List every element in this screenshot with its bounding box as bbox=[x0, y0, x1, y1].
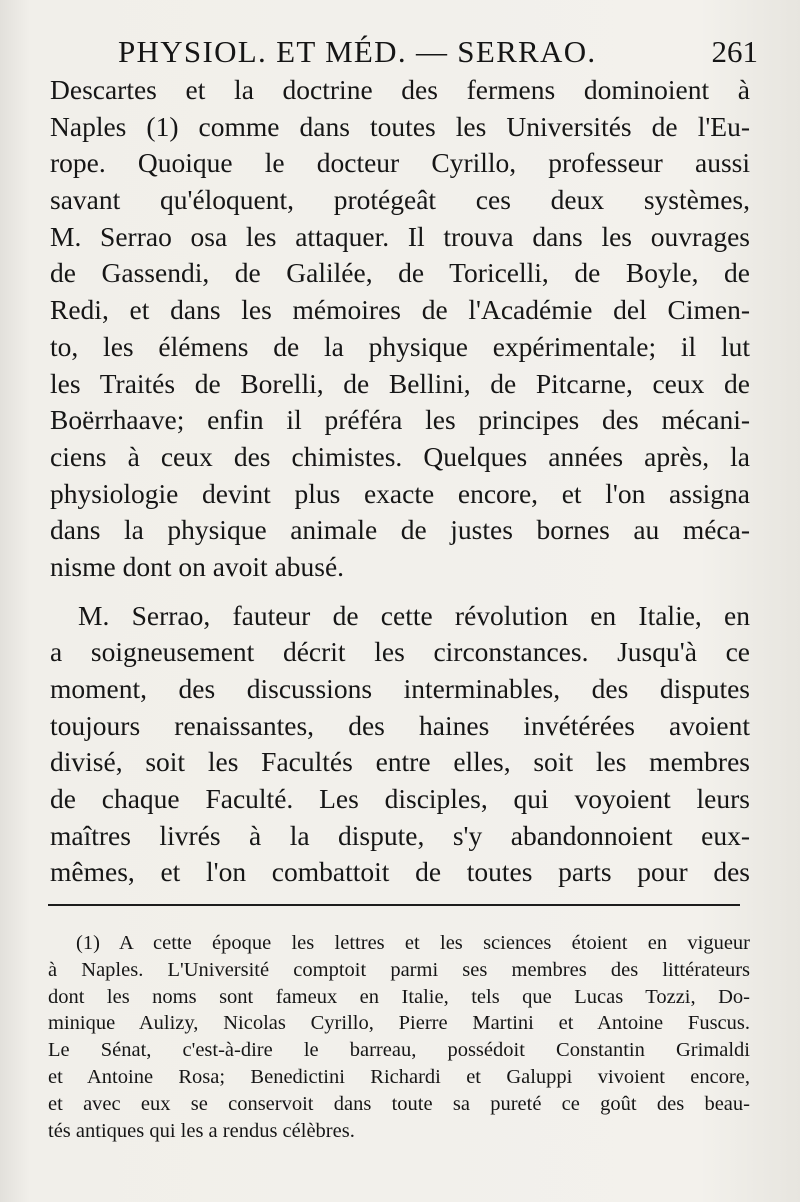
text-line: ciens à ceux des chimistes. Quelques années après, la bbox=[50, 440, 750, 472]
main-text bbox=[50, 72, 750, 891]
text-line: rope. Quoique le docteur Cyrillo, professeur aussi bbox=[50, 147, 750, 179]
footnote-line: dont les noms sont fameux en Italie, tels que Lucas Tozzi, Do- bbox=[48, 985, 750, 1008]
text-line: savant qu'éloquent, protégeât ces deux systèmes, bbox=[50, 184, 750, 216]
text-line: nisme dont on avoit abusé. bbox=[50, 550, 345, 582]
text-line: Descartes et la doctrine des fermens dominoient à bbox=[50, 74, 750, 105]
footnote-line: et Antoine Rosa; Benedictini Richardi et Galuppi vivoient encore, bbox=[48, 1065, 750, 1088]
text-line: moment, des discussions interminables, des disputes bbox=[50, 673, 750, 704]
text-line: to, les élémens de la physique expérimentale; il lut bbox=[50, 330, 750, 362]
page-number: 261 bbox=[711, 34, 758, 69]
text-line: physiologie devint plus exacte encore, et l'on assigna bbox=[50, 477, 750, 509]
footnote-line: et avec eux se conservoit dans toute sa pureté ce goût des beau- bbox=[48, 1092, 750, 1115]
footnote-line: (1) A cette époque les lettres et les sciences étoient en vigueur bbox=[76, 932, 750, 954]
footnote-line: à Naples. L'Université comptoit parmi ses membres des littérateurs bbox=[48, 958, 750, 981]
footnote bbox=[48, 930, 750, 1144]
text-line: de Gassendi, de Galilée, de Toricelli, de Boyle, de bbox=[50, 257, 750, 289]
text-line: dans la physique animale de justes bornes au méca- bbox=[50, 514, 750, 546]
text-line: Boërrhaave; enfin il préféra les principes des mécani- bbox=[50, 404, 750, 436]
footnote-line: minique Aulizy, Nicolas Cyrillo, Pierre Martini et Antoine Fuscus. bbox=[48, 1012, 750, 1035]
text-line: M. Serrao osa les attaquer. Il trouva dans les ouvrages bbox=[50, 220, 750, 252]
text-line: Redi, et dans les mémoires de l'Académie del Cimen- bbox=[50, 294, 750, 326]
text-line: les Traités de Borelli, de Bellini, de Pitcarne, ceux de bbox=[50, 367, 750, 399]
footnote-line: Le Sénat, c'est-à-dire le barreau, possédoit Constantin Grimaldi bbox=[48, 1039, 750, 1062]
text-line: mêmes, et l'on combattoit de toutes parts pour des bbox=[50, 856, 750, 888]
footnote-line: tés antiques qui les a rendus célèbres. bbox=[48, 1119, 355, 1142]
footnote-divider bbox=[48, 904, 740, 906]
text-line: toujours renaissantes, des haines invétérées avoient bbox=[50, 709, 750, 741]
text-line: Naples (1) comme dans toutes les Universités de l'Eu- bbox=[50, 110, 750, 142]
text-line: de chaque Faculté. Les disciples, qui voyoient leurs bbox=[50, 783, 750, 815]
text-line: a soigneusement décrit les circonstances. Jusqu'à ce bbox=[50, 636, 750, 668]
text-line: maîtres livrés à la dispute, s'y abandonnoient eux- bbox=[50, 819, 750, 851]
text-line: divisé, soit les Facultés entre elles, soit les membres bbox=[50, 746, 750, 778]
running-head: PHYSIOL. ET MÉD. — SERRAO. bbox=[118, 34, 597, 69]
paragraph-start-line: M. Serrao, fauteur de cette révolution en Italie, en bbox=[78, 599, 750, 631]
